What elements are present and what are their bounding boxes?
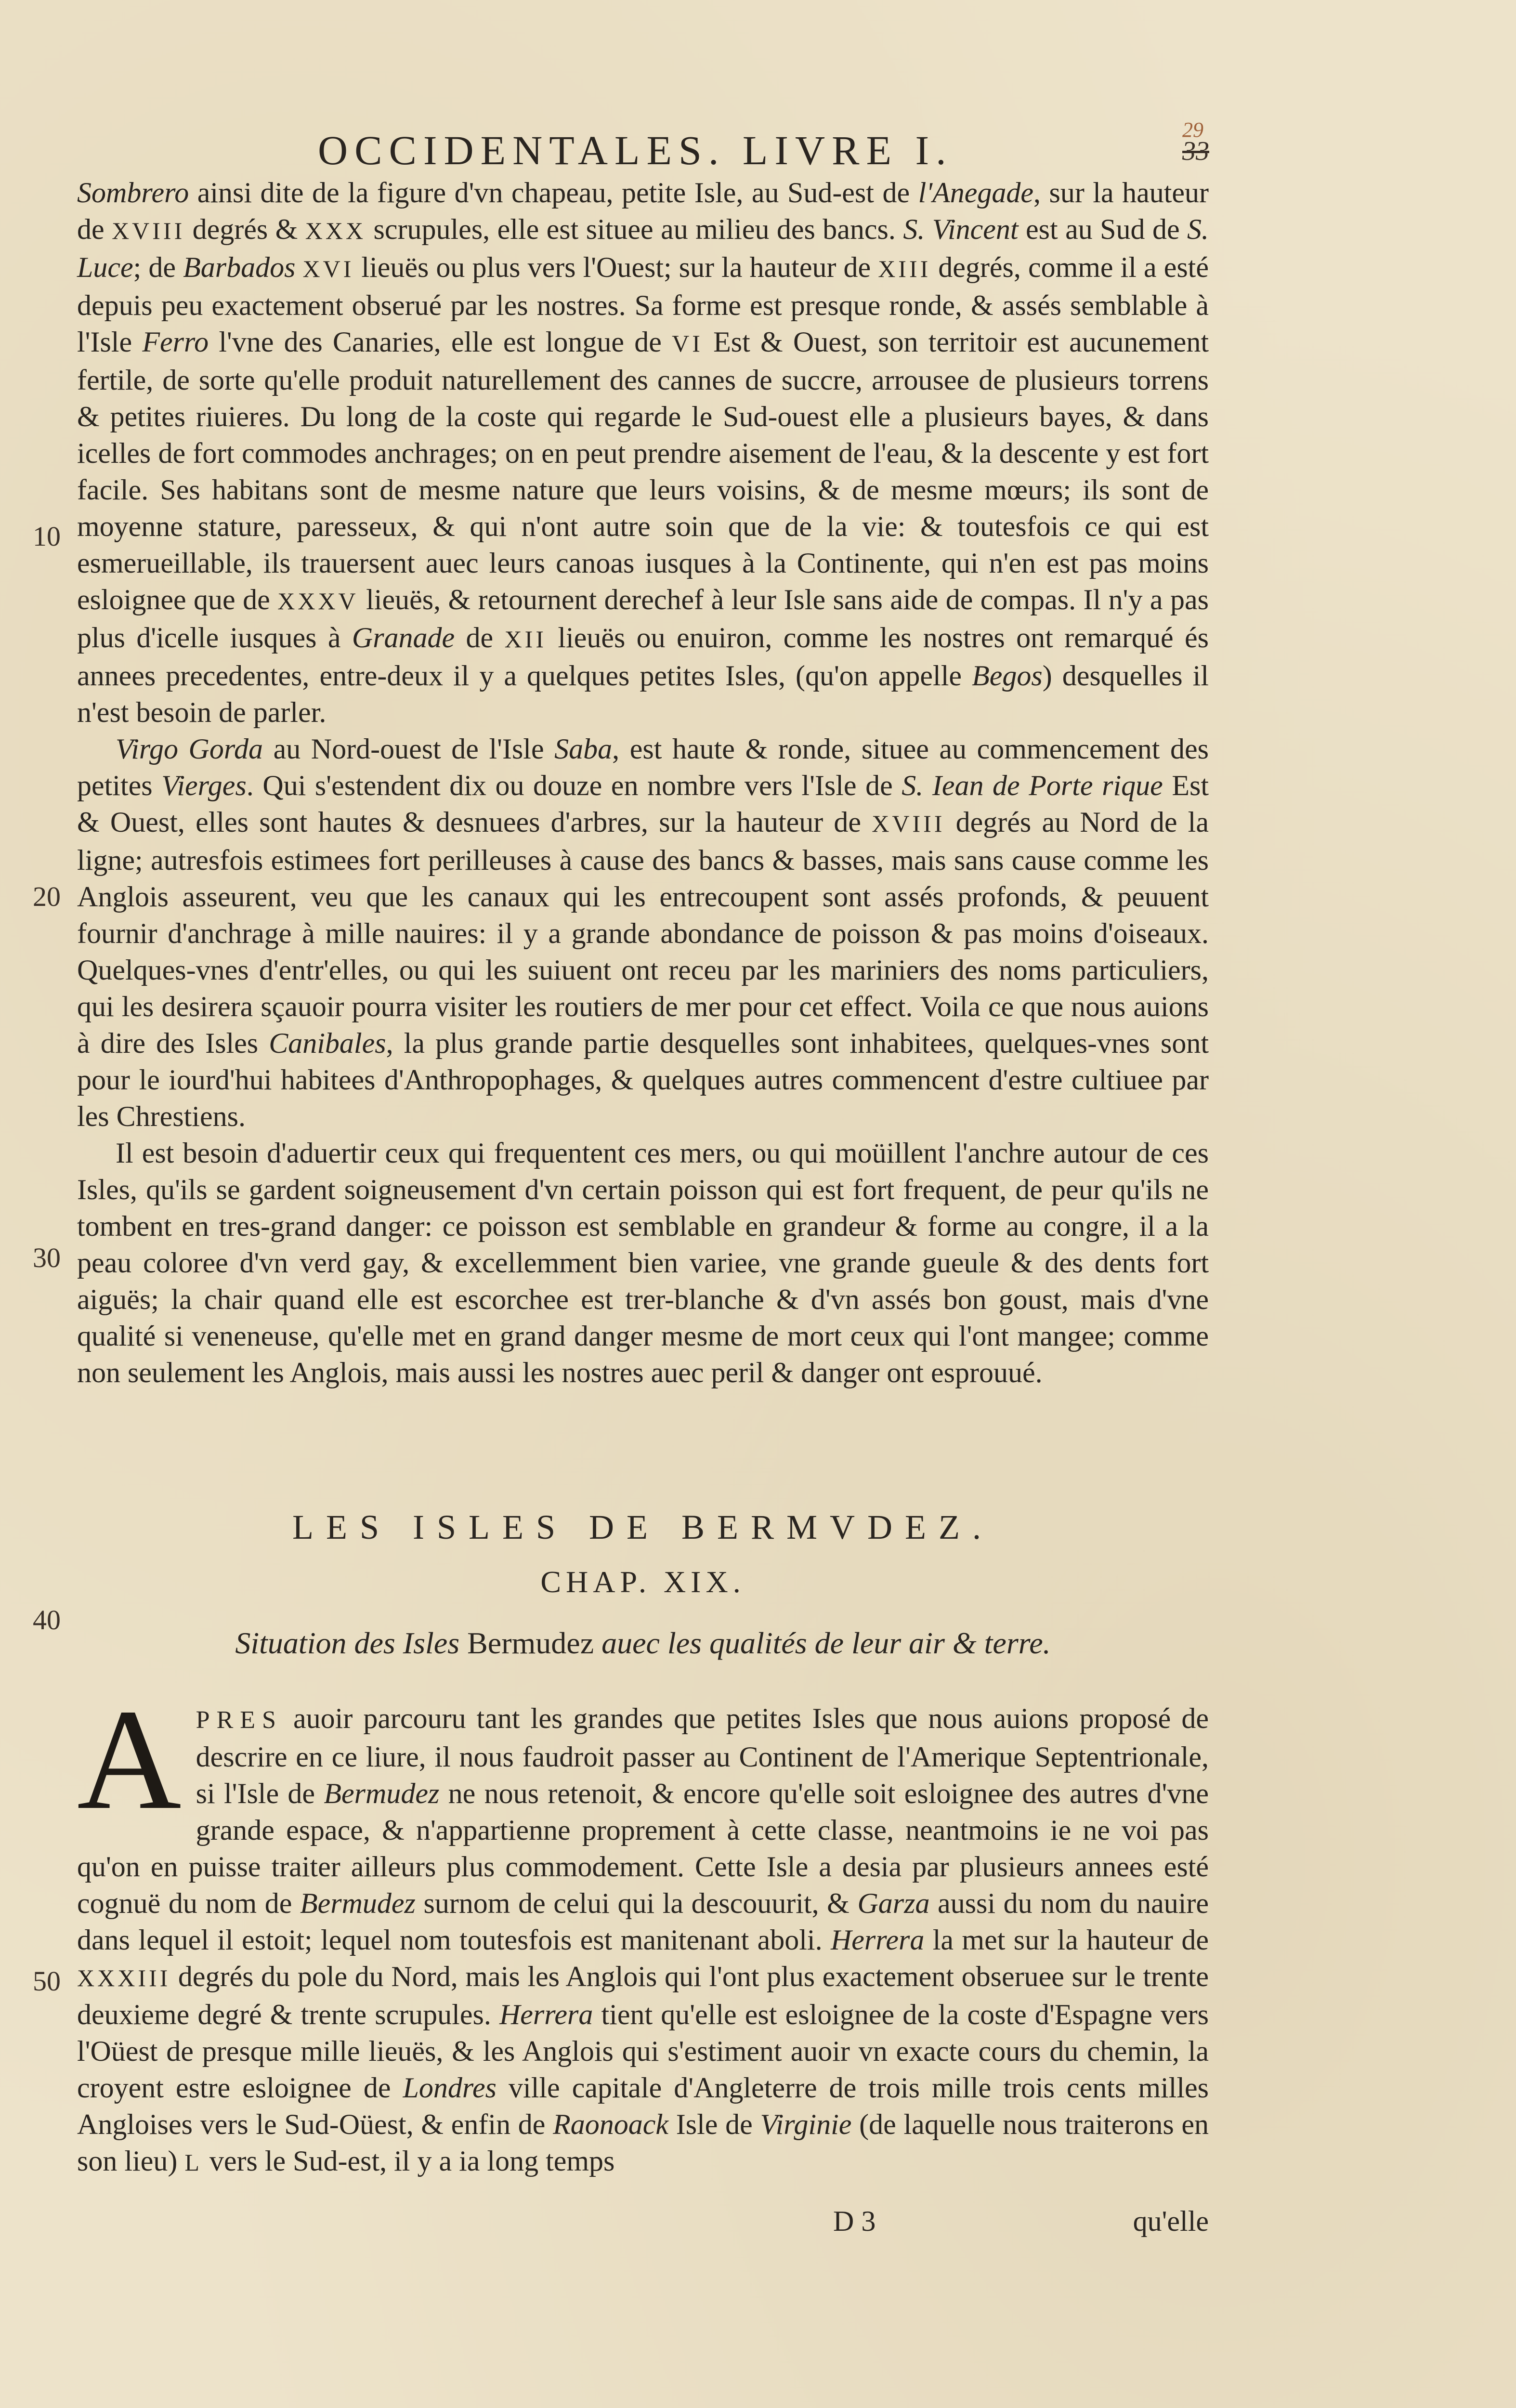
text-run: degrés, comme il a esté depuis peu exactement obserué par les nostres. Sa forme est presque ronde, & assés semblable à l'Isle	[77, 251, 1209, 358]
chapter-subtitle	[77, 1625, 1209, 1661]
signature-mark: D 3	[833, 2205, 876, 2237]
roman-numeral: VI	[672, 330, 703, 357]
paragraph	[77, 731, 1209, 1135]
text-run: (de laquelle nous traiterons en son lieu)	[77, 2108, 1209, 2177]
text-run: ne nous retenoit, & encore qu'elle soit esloignee des autres d'vne grande espace, & n'appartienne proprement à cette classe, neantmoins ie ne voi pas qu'on en puisse traiter ailleurs plus commodement. Cette Isle a desia par plusieurs annees esté cognuë du nom de	[77, 1778, 1209, 1919]
text-run: lieuës ou enuiron, comme les nostres ont remarqué és annees precedentes, entre-deux il y a quelques petites Isles, (qu'on appelle	[77, 622, 1209, 692]
paragraph	[77, 1135, 1209, 1391]
text-run: aussi du nom du nauire dans lequel il estoit; lequel nom toutesfois est manitenant aboli.	[77, 1887, 1209, 1956]
text-run: ) desquelles il n'est besoin de parler.	[77, 660, 1209, 728]
proper-name: Bermudez	[324, 1778, 440, 1809]
text-run: . Qui s'estendent dix ou douze en nombre vers l'Isle de	[246, 770, 902, 801]
line-number-10: 10	[33, 521, 61, 552]
proper-name: Saba	[554, 733, 613, 765]
proper-name: Londres	[403, 2072, 497, 2104]
proper-name: S. Vincent	[903, 213, 1019, 245]
paragraph	[77, 174, 1209, 731]
proper-name: Virgo Gorda	[116, 733, 263, 765]
proper-name: Ferro	[142, 326, 209, 358]
text-run: vers le Sud-est, il y a ia long temps	[202, 2145, 615, 2177]
text-run: auoir parcouru tant les grandes que petites Isles que nous auions proposé de descrire en ce liure, il nous faudroit passer au Continent de l'Amerique Septentrionale, si l'Isle de	[196, 1702, 1209, 1809]
body-text-lower	[77, 1679, 1209, 2181]
roman-numeral: L	[184, 2149, 202, 2176]
proper-name: Virginie	[760, 2108, 852, 2140]
catchword: qu'elle	[1133, 2205, 1209, 2237]
roman-numeral: XVI	[302, 255, 354, 282]
text-run: Il est besoin d'aduertir ceux qui frequentent ces mers, ou qui moüillent l'anchre autour de ces Isles, qu'ils se gardent soigneusement d'vn certain poisson qui est fort frequent, de peur qu'ils ne tombent en tres-grand danger: ce poisson est semblable en grandeur & forme au congre, il a la peau coloree d'vn verd gay, & excellemment bien variee, vne grande gueule & des dents fort aiguës; la chair quand elle est escorchee est trer-blanche & d'vn assés bon goust, mais d'vne qualité si veneneuse, qu'elle met en grand danger mesme de mort ceux qui l'ont mangee; comme non seulement les Anglois, mais aussi les nostres auec peril & danger ont esprouué.	[77, 1137, 1209, 1388]
subtitle-part: Bermudez	[467, 1626, 594, 1660]
roman-numeral: XXXIII	[77, 1964, 171, 1991]
page-footer	[77, 2205, 1209, 2243]
roman-numeral: XIII	[878, 255, 931, 282]
running-head: OCCIDENTALES. LIVRE I.	[318, 127, 953, 173]
roman-numeral: XXXV	[277, 588, 359, 615]
first-word: PRES	[196, 1706, 283, 1734]
proper-name: l'Anegade	[918, 177, 1033, 209]
text-run: de	[455, 622, 505, 654]
text-run: degrés du pole du Nord, mais les Anglois qui l'ont plus exactement obseruee sur le trente deuxieme degré & trente scrupules.	[77, 1961, 1209, 2030]
text-run: Est & Ouest, elles sont hautes & desnuees d'arbres, sur la hauteur de	[77, 770, 1209, 838]
folio-number	[1182, 119, 1209, 165]
text-run: lieuës, & retournent derechef à leur Isle sans aide de compas. Il n'y a pas plus d'icelle iusques à	[77, 584, 1209, 654]
text-run: , la plus grande partie desquelles sont inhabitees, quelques-vnes sont pour le iourd'hui habitees d'Anthropophages, & quelques autres commencent d'estre cultiuee par les Chrestiens.	[77, 1027, 1209, 1132]
printed-folio: 33	[1182, 136, 1209, 166]
proper-name: Bermudez	[300, 1887, 416, 1919]
text-run: surnom de celui qui la descouurit, &	[415, 1887, 858, 1919]
handwritten-folio: 29	[1182, 118, 1203, 142]
chapter-title: LES ISLES DE BERMVDEZ.	[292, 1508, 993, 1546]
line-number-30: 30	[33, 1242, 61, 1273]
text-run: ; de	[133, 251, 183, 283]
proper-name: Herrera	[830, 1924, 925, 1956]
proper-name: Sombrero	[77, 177, 189, 209]
proper-name: Begos	[972, 660, 1043, 692]
text-run: la met sur la hauteur de	[924, 1924, 1209, 1956]
proper-name: Vierges	[161, 770, 247, 801]
text-run: est au Sud de	[1018, 213, 1188, 245]
text-run: degrés au Nord de la ligne; autresfois estimees fort perilleuses à cause des bancs & basses, mais sans cause comme les Anglois asseurent, veu que les canaux qui les entrecoupent sont assés profonds, & peuuent fournir d'anchrage à mille nauires: il y a grande abondance de poisson & pas moins d'oiseaux. Quelques-vnes d'entr'elles, ou qui les suiuent ont receu par les mariniers des noms particuliers, qui les desirera sçauoir pourra visiter les routiers de mer pour cet effect. Voila ce que nous auions à dire des Isles	[77, 806, 1209, 1059]
text-run: Est & Ouest, son territoir est aucunement fertile, de sorte qu'elle produit naturellement des cannes de succre, arrousee de plusieurs torrens & petites riuieres. Du long de la coste qui regarde le Sud-ouest elle a plusieurs bayes, & dans icelles de fort commodes anchrages; on en peut prendre aisement de l'eau, & la descente y est fort facile. Ses habitans sont de mesme nature que leurs voisins, & de mesme mœurs; ils sont de moyenne stature, paresseux, & qui n'ont autre soin que de la vie: & toutesfois ce qui est esmerueillable, ils trauersent auec leurs canoas iusques à la Continente, qui n'en est pas moins esloignee que de	[77, 326, 1209, 615]
roman-numeral: XII	[504, 626, 547, 653]
body-text-upper	[77, 174, 1209, 1391]
proper-name: Barbados	[183, 251, 296, 283]
text-run: au Nord-ouest de l'Isle	[263, 733, 555, 765]
proper-name: S. Luce	[77, 213, 1209, 283]
drop-capital: A	[77, 1679, 182, 1839]
proper-name: S. Iean de Porte rique	[902, 770, 1163, 801]
text-run	[295, 251, 302, 283]
line-number-20: 20	[33, 881, 61, 912]
text-run: tient qu'elle est esloignee de la coste d'Espagne vers l'Oüest de presque mille lieuës, & les Anglois qui s'estiment auoir vn exacte cours du chemin, la croyent estre esloignee de	[77, 1999, 1209, 2104]
chapter-number: CHAP. XIX.	[540, 1565, 745, 1599]
proper-name: Granade	[352, 622, 455, 654]
text-run: degrés &	[185, 213, 305, 245]
roman-numeral: XVIII	[872, 810, 945, 837]
subtitle-part: Situation des Isles	[235, 1626, 468, 1660]
text-run: , sur la hauteur de	[77, 177, 1209, 245]
roman-numeral: XVIII	[112, 217, 185, 244]
proper-name: Raonoack	[553, 2108, 669, 2140]
text-run: lieuës ou plus vers l'Ouest; sur la hauteur de	[354, 251, 878, 283]
proper-name: Canibales	[269, 1027, 386, 1059]
text-run: ainsi dite de la figure d'vn chapeau, petite Isle, au Sud-est de	[189, 177, 918, 209]
text-run: ville capitale d'Angleterre de trois mille trois cents milles Angloises vers le Sud-Oüest, & enfin de	[77, 2072, 1209, 2140]
text-run: l'vne des Canaries, elle est longue de	[209, 326, 672, 358]
text-run: Isle de	[668, 2108, 760, 2140]
subtitle-part: auec les qualités de leur air & terre.	[594, 1626, 1051, 1660]
line-number-50: 50	[33, 1965, 61, 1997]
text-run: scrupules, elle est situee au milieu des bancs.	[366, 213, 903, 245]
line-number-40: 40	[33, 1604, 61, 1636]
proper-name: Herrera	[499, 1999, 593, 2030]
paragraph	[77, 1679, 1209, 2181]
proper-name: Garza	[857, 1887, 930, 1919]
roman-numeral: XXX	[305, 217, 366, 244]
paragraph-body	[77, 1679, 1209, 2177]
text-run: , est haute & ronde, situee au commencement des petites	[77, 733, 1209, 801]
